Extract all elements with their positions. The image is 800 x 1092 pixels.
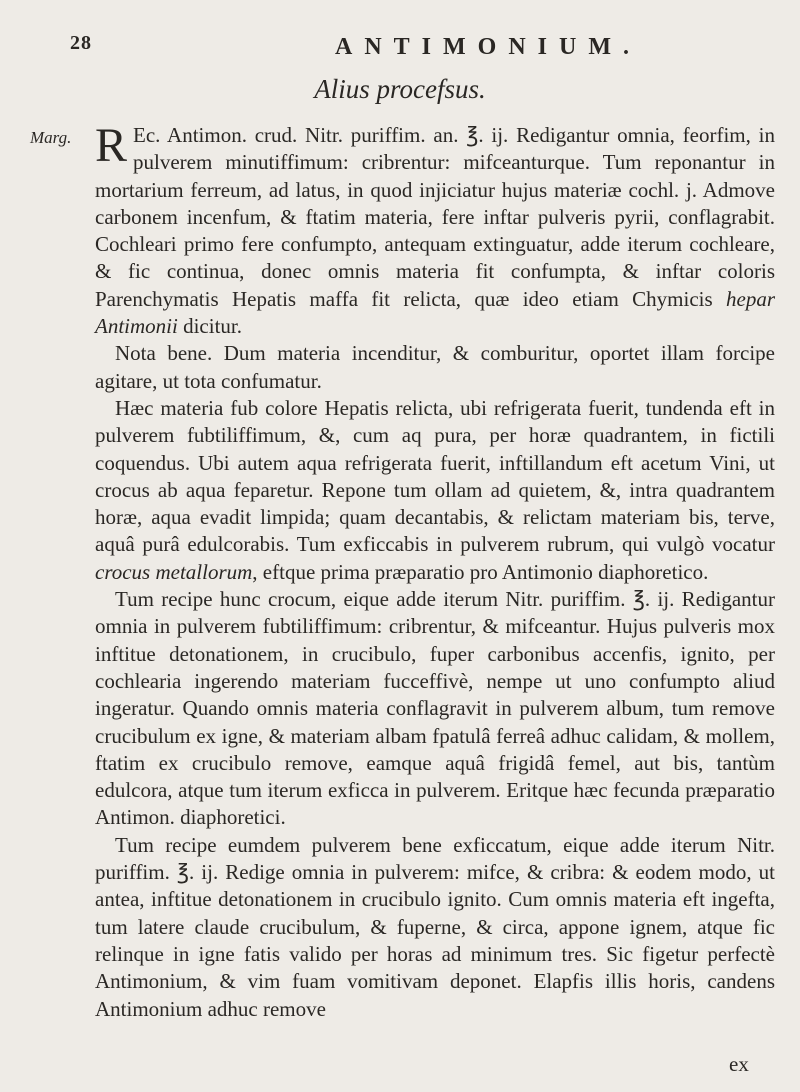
section-title: Alius procefsus. bbox=[314, 74, 486, 104]
catchword: ex bbox=[729, 1052, 749, 1076]
page-number: 28 bbox=[70, 32, 92, 54]
paragraph-text-end: , eftque prima præparatio pro Antimonio diaphoretico. bbox=[252, 559, 709, 584]
paragraph-3 bbox=[95, 395, 775, 586]
running-head: ANTIMONIUM. bbox=[335, 34, 641, 60]
paragraph-text: Hæc materia fub colore Hepatis relicta, ubi refrigerata fuerit, tundenda eft in pulverem fubtiliffimum, &, cum aq pura, per horæ quadrantem, in fictili coquendus. Ubi autem aqua refrigerata fuerit, inftillandum eft acetum Vini, ut crocus ab aqua feparetur. Repone tum ollam ad quietem, &, intra quadrantem horæ, aqua evadit limpida; quam decantabis, & relictam materiam bis, terve, aquâ purâ edulcorabis. Tum exficcabis in pulverem rubrum, qui vulgò vocatur bbox=[95, 395, 775, 557]
paragraph-text: Ec. Antimon. crud. Nitr. puriffim. an. ℥. ij. Redigantur omnia, feorfim, in pulverem minutiffimum: cribrentur: mifceanturque. Tum reponantur in mortarium ferreum, ad latus, in quod injiciatur hujus materiæ cochl. j. Admove carbonem incenfum, & ftatim materia, fere inftar pulveris pyrii, conflagrabit. Cochleari primo fere confumpto, antequam extinguatur, adde iterum cochleare, & fic continua, donec omnis materia fit confumpta, & inftar coloris Parenchymatis Hepatis maffa fit relicta, quæ ideo etiam Chymicis bbox=[95, 123, 775, 311]
margin-note: Marg. bbox=[30, 128, 72, 147]
paragraph-text-end: dicitur. bbox=[177, 314, 243, 339]
drop-capital: R bbox=[95, 119, 128, 172]
paragraph-2 bbox=[95, 340, 775, 395]
body-text bbox=[95, 119, 775, 1023]
paragraph-5 bbox=[95, 832, 775, 1023]
italic-term: crocus metallorum bbox=[95, 559, 253, 584]
paragraph-text: Tum recipe hunc crocum, eique adde iterum Nitr. puriffim. ℥. ij. Redigantur omnia in pulverem fubtiliffimum: cribrentur, & mifceantur. Hujus pulveris mox inftitue detonationem, in crucibulo, fuper carbonibus accenfis, ignito, per cochlearia ingerendo materiam fucceffivè, nempe ut uno confumpto aliud ingeratur. Quando omnis materia conflagravit in pulverem album, tum remove crucibulum ex igne, & materiam albam fpatulâ ferreâ adhuc calidam, & mollem, ftatim ex crucibulo remove, eamque aquâ frigidâ femel, aut bis, tantùm edulcora, atque tum iterum exficca in pulverem. Eritque hæc fecunda præparatio Antimon. diaphoretici. bbox=[95, 587, 775, 830]
italic-term: hepar Antimonii bbox=[95, 286, 775, 339]
paragraph-text: Tum recipe eumdem pulverem bene exficcatum, eique adde iterum Nitr. puriffim. ℥. ij. Redige omnia in pulverem: mifce, & cribra: & eodem modo, ut antea, inftitue detonationem in crucibulo ignito. Cum omnis materia eft ingefta, tum latere claude crucibulum, & fuperne, & circa, appone ignem, atque fic relinque in igne fatis valido per horas ad minimum tres. Sic figetur perfectè Antimonium, & vim fuam vomitivam deponet. Elapfis illis horis, candens Antimonium adhuc remove bbox=[95, 832, 775, 1021]
paragraph-text: Nota bene. Dum materia incenditur, & comburitur, oportet illam forcipe agitare, ut tota confumatur. bbox=[95, 341, 775, 393]
paragraph-1 bbox=[95, 119, 775, 340]
paragraph-4 bbox=[95, 586, 775, 832]
